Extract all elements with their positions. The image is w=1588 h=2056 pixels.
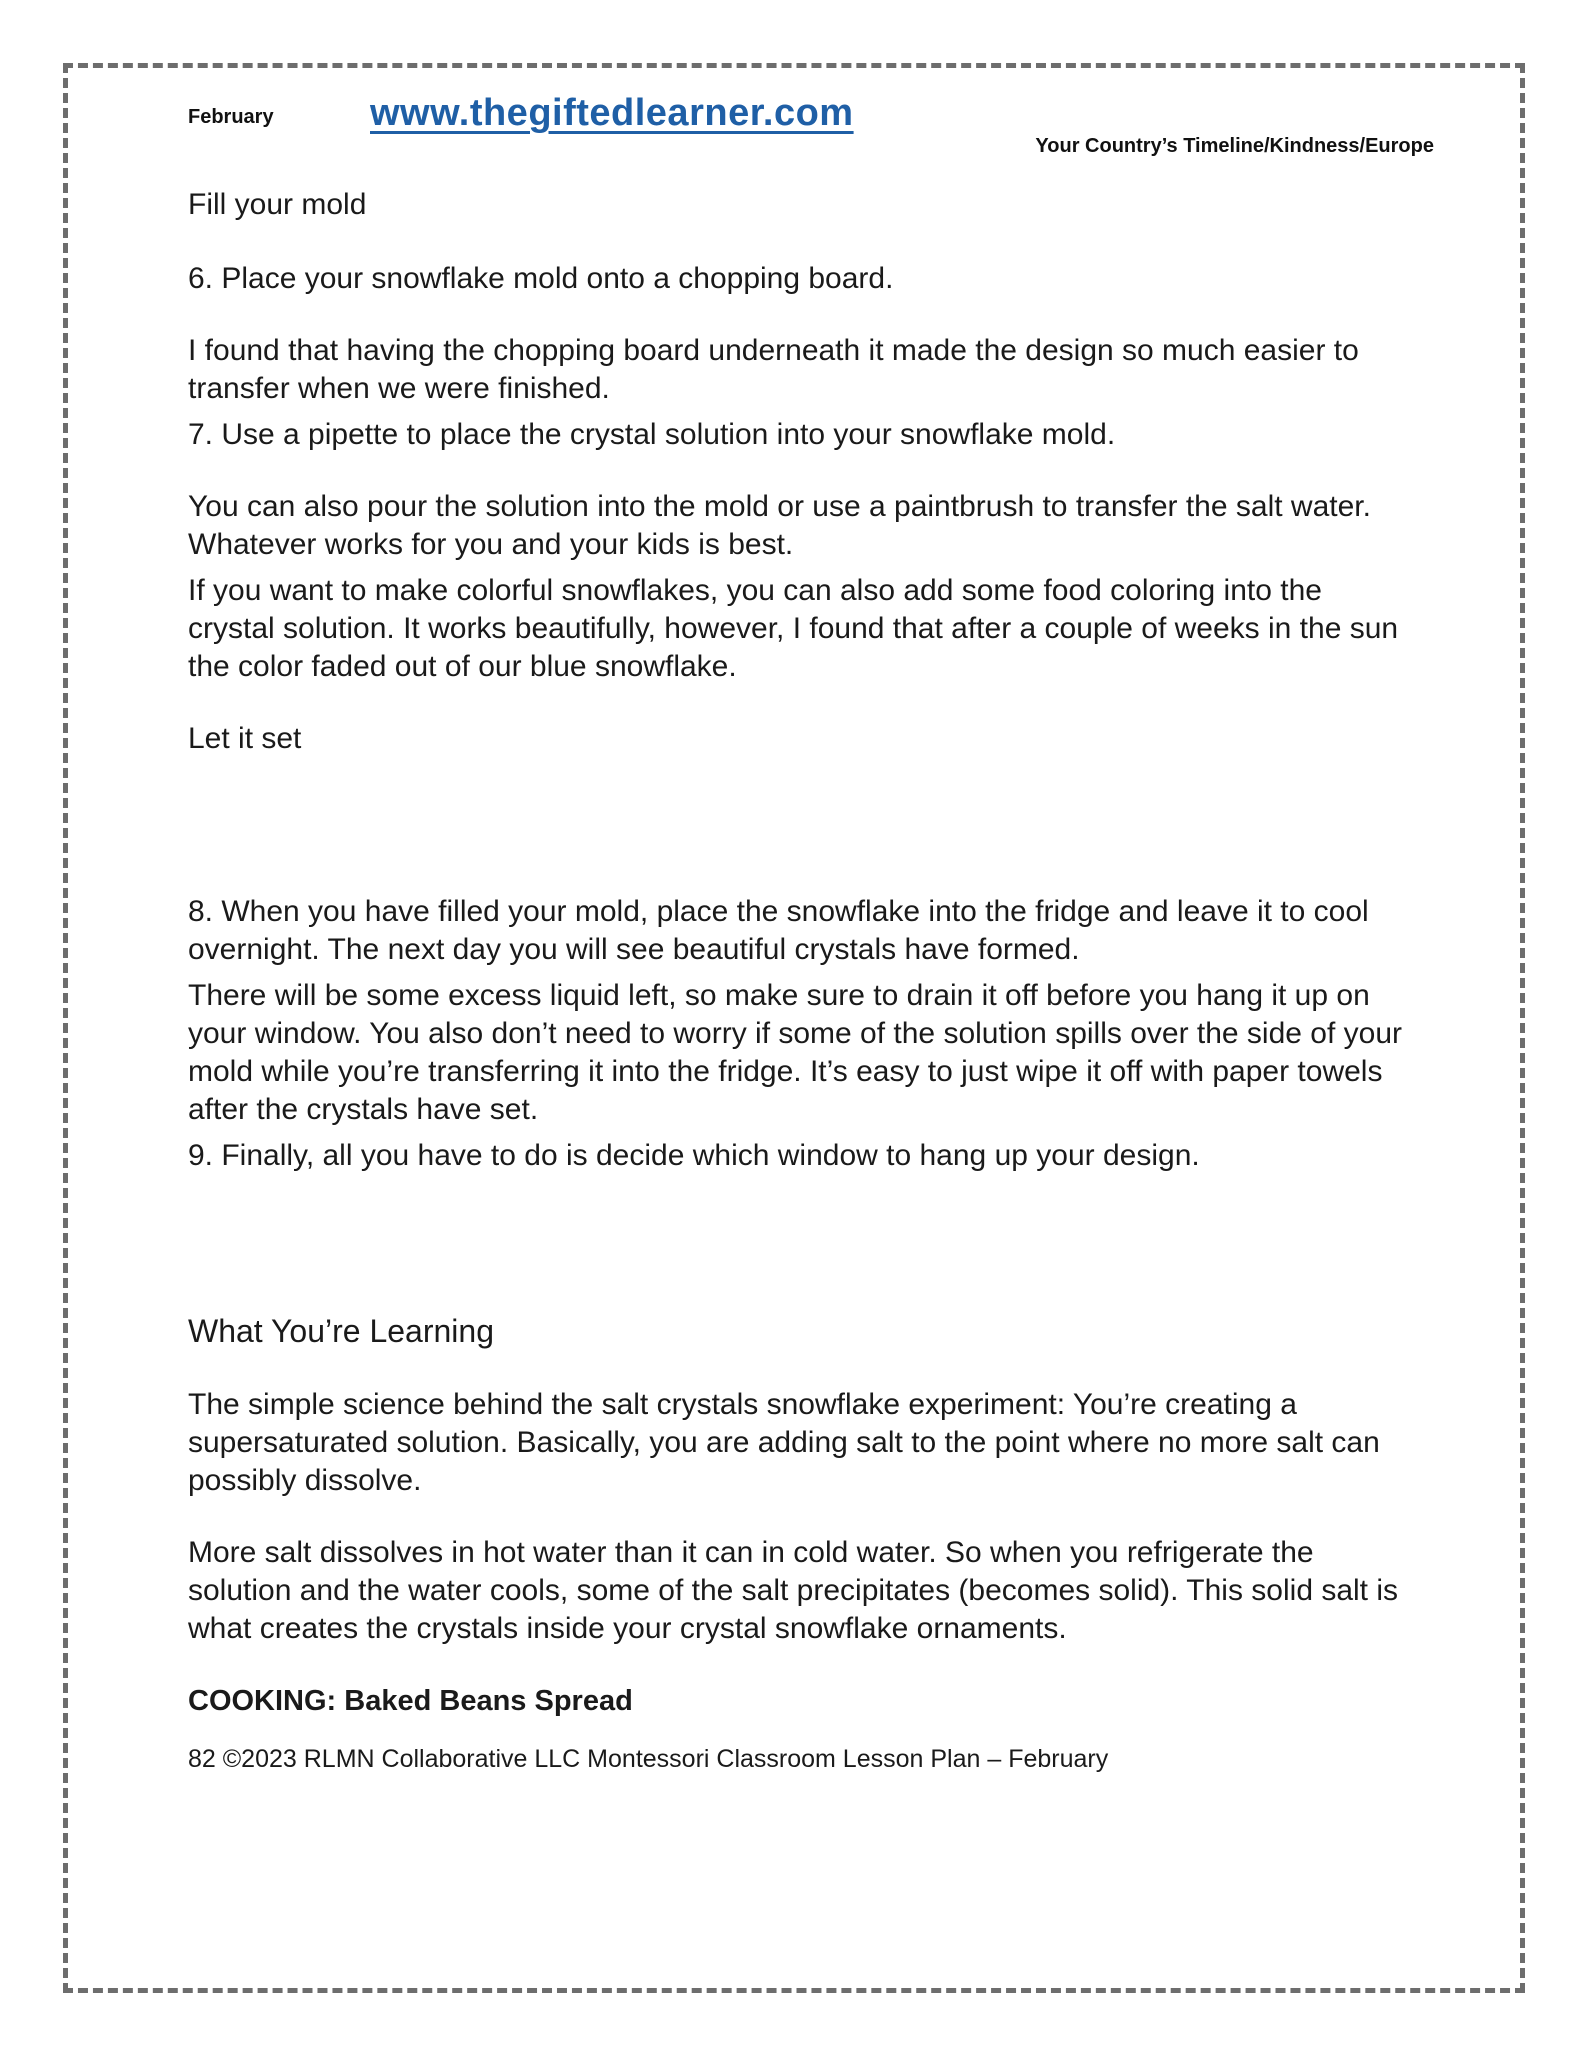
step-6: 6. Place your snowflake mold onto a chopping board.: [188, 262, 894, 295]
step-7: 7. Use a pipette to place the crystal solution into your snowflake mold.: [188, 418, 1116, 451]
step-8-note: There will be some excess liquid left, so make sure to drain it off before you hang it up on your window. You also don’t need to worry if some of the solution spills over the side of your mold while you’re transferring it into the fridge. It’s easy to just wipe it off with paper towels after the crystals have set.: [188, 979, 1403, 1126]
lesson-content: [188, 186, 1408, 1778]
step-6-note: I found that having the chopping board underneath it made the design so much easier to transfer when we were finished.: [188, 334, 1359, 405]
section-heading-set: Let it set: [188, 722, 302, 755]
section-heading-fill: Fill your mold: [188, 188, 367, 221]
learning-paragraph-2: More salt dissolves in hot water than it can in cold water. So when you refrigerate the solution and the water cools, some of the salt precipitates (becomes solid). This solid salt is what creates the crystals inside your crystal snowflake ornaments.: [188, 1536, 1399, 1645]
cooking-heading: COOKING: Baked Beans Spread: [188, 1685, 633, 1717]
learning-paragraph-1: The simple science behind the salt crystals snowflake experiment: You’re creating a supersaturated solution. Basically, you are adding salt to the point where no more salt can possibly dissolve.: [188, 1388, 1380, 1497]
website-link[interactable]: www.thegiftedlearner.com: [370, 92, 854, 134]
header-month: February: [188, 106, 274, 128]
color-note: If you want to make colorful snowflakes, you can also add some food coloring into the crystal solution. It works beautifully, however, I found that after a couple of weeks in the sun the color faded out of our blue snowflake.: [188, 574, 1399, 683]
page-footer: 82 ©2023 RLMN Collaborative LLC Montessori Classroom Lesson Plan – February: [188, 1745, 1109, 1773]
header-topic: Your Country’s Timeline/Kindness/Europe: [1035, 135, 1434, 157]
step-8: 8. When you have filled your mold, place the snowflake into the fridge and leave it to cool overnight. The next day you will see beautiful crystals have formed.: [188, 895, 1369, 966]
section-heading-learning: What You’re Learning: [188, 1313, 494, 1349]
step-7-note: You can also pour the solution into the mold or use a paintbrush to transfer the salt water. Whatever works for you and your kids is best.: [188, 490, 1371, 561]
step-9: 9. Finally, all you have to do is decide which window to hang up your design.: [188, 1139, 1200, 1172]
